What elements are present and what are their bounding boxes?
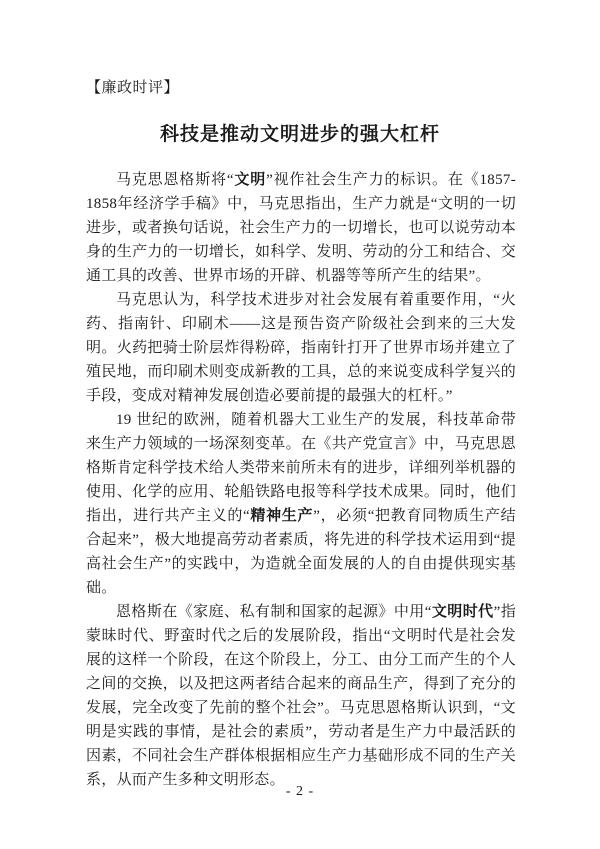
body-text: ”指蒙昧时代、野蛮时代之后的发展阶段，指出“文明时代是社会发展的这样一个阶段，在这个阶段上，分工、由分工而产生的个人之间的交换，以及把这两者结合起来的商品生产，得到了充分的发展，完全改变了先前的整个社会”。马克思恩格斯认识到，“文明是实践的事情，是社会的素质”，劳动者是生产力中最活跃的因素，不同社会生产群体根据相应生产力基础形成不同的生产关系，从而产生多种文明形态。	[86, 604, 516, 788]
paragraph	[86, 600, 516, 792]
paragraph	[86, 288, 516, 408]
emphasis-text: 文明时代	[431, 604, 494, 620]
category-label: 【廉政时评】	[86, 80, 180, 96]
article-title: 科技是推动文明进步的强大杠杆	[159, 124, 440, 145]
body-text: 马克思认为，科学技术进步对社会发展有着重要作用，“火药、指南针、印刷术——这是预告资产阶级社会到来的三大发明。火药把骑士阶层炸得粉碎，指南针打开了世界市场并建立了殖民地，而印刷术则变成新教的工具，总的来说变成科学复兴的手段，变成对精神发展创造必要前提的最强大的杠杆。”	[86, 292, 516, 404]
emphasis-text: 文明	[233, 172, 267, 188]
body-text: ”视作社会生产力的标识。在《1857-1858年经济学手稿》中，马克思指出，生产力就是“文明的一切进步，或者换句话说，社会生产力的一切增长，也可以说劳动本身的生产力的一切增长，如科学、发明、劳动的分工和结合、交通工具的改善、世界市场的开辟、机器等等所产生的结果”。	[86, 172, 516, 284]
paragraph	[86, 408, 516, 600]
page-number: - 2 -	[285, 784, 315, 799]
paragraph	[86, 168, 516, 288]
body-text: 恩格斯在《家庭、私有制和国家的起源》中用“	[116, 604, 432, 620]
emphasis-text: 精神生产	[250, 508, 314, 524]
body-text: 19 世纪的欧洲，随着机器大工业生产的发展，科技革命带来生产力领域的一场深刻变革。在《共产党宣言》中，马克思恩格斯肯定科学技术给人类带来前所未有的进步，详细列举机器的使用、化学的应用、轮船铁路电报等科学技术成果。同时，他们指出，进行共产主义的“	[86, 412, 516, 524]
body-text: ”，必须“把教育同物质生产结合起来”，极大地提高劳动者素质，将先进的科学技术运用到“提高社会生产”的实践中，为造就全面发展的人的自由提供现实基础。	[86, 508, 516, 596]
body-text: 马克思恩格斯将“	[116, 172, 234, 188]
article-body	[86, 168, 516, 792]
